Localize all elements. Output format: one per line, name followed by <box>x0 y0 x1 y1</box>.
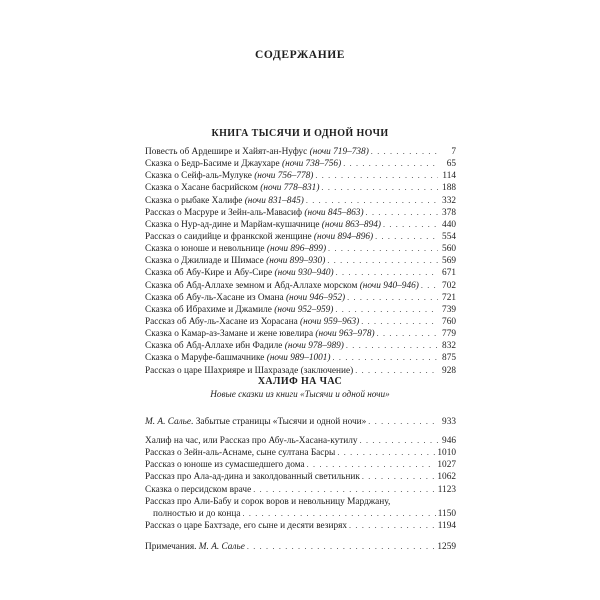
toc-entry[interactable] <box>145 146 456 158</box>
leader-dots <box>355 365 438 377</box>
toc-entry[interactable] <box>145 231 456 243</box>
leader-dots <box>327 255 438 267</box>
leader-dots <box>247 541 436 553</box>
section-subtitle-khalif: Новые сказки из книги «Тысячи и одной ночи» <box>210 389 390 399</box>
toc-entry[interactable] <box>145 182 456 194</box>
entry-nights: (ночи 963–978) <box>315 329 375 340</box>
entry-title: Рассказ о юноше из сумасшедшего дома <box>145 460 305 471</box>
entry-nights: (ночи 845–863) <box>304 207 364 218</box>
page-number: 721 <box>442 292 456 303</box>
page-number: 554 <box>442 231 456 242</box>
leader-dots <box>346 340 438 352</box>
toc-entry-preface[interactable] <box>145 416 456 428</box>
entry-title: Сказка об Абу-Кире и Абу-Сире <box>145 268 275 279</box>
page-number: 560 <box>442 244 456 255</box>
toc-entry[interactable] <box>145 158 456 170</box>
toc-entry[interactable] <box>145 520 456 532</box>
leader-dots <box>335 304 438 316</box>
page-title: СОДЕРЖАНИЕ <box>254 49 346 61</box>
leader-dots <box>333 352 438 364</box>
leader-dots <box>253 484 436 496</box>
notes-label: Примечания. <box>145 542 199 552</box>
entry-nights: (ночи 959–963) <box>300 316 360 327</box>
entry-nights: (ночи 952–959) <box>274 304 334 315</box>
page-number: 832 <box>442 341 456 352</box>
entry-title: Халиф на час, или Рассказ про Абу-ль-Хасана-кутилу <box>145 436 358 446</box>
leader-dots <box>349 520 436 532</box>
page-number: 114 <box>442 171 456 182</box>
page-number: 739 <box>442 304 456 315</box>
entry-title: Сказка о рыбаке Халифе <box>145 195 245 206</box>
leader-dots <box>360 435 438 447</box>
toc-entry[interactable] <box>145 435 456 447</box>
toc-entry-notes[interactable] <box>145 541 456 553</box>
entry-title: Сказка о персидском враче <box>145 484 252 495</box>
entry-title-line1: Рассказ про Али-Бабу и сорок воров и невольницу Марджану, <box>145 496 391 507</box>
leader-dots <box>347 292 438 304</box>
section-title-1001-nights: КНИГА ТЫСЯЧИ И ОДНОЙ НОЧИ <box>211 128 389 139</box>
page-number: 875 <box>442 353 456 364</box>
entry-nights: (ночи 978–989) <box>284 341 344 352</box>
entry-title: Сказка о Хасане басрийском <box>145 183 261 194</box>
entry-nights: (ночи 778–831) <box>260 183 320 194</box>
page-number: 1259 <box>437 542 456 552</box>
entry-nights: (ночи 831–845) <box>244 195 304 206</box>
page-number: 933 <box>442 417 456 427</box>
leader-dots <box>336 267 438 279</box>
entry-title: Рассказ об Абу-ль-Хасане из Хорасана <box>145 316 301 327</box>
page-number: 332 <box>442 195 456 206</box>
page-number: 1027 <box>437 460 456 471</box>
toc-notes <box>145 541 456 553</box>
leader-dots <box>242 508 435 520</box>
toc-entry[interactable] <box>145 447 456 459</box>
leader-dots <box>315 170 438 182</box>
toc-entry[interactable] <box>145 328 456 340</box>
section-title-khalif: ХАЛИФ НА ЧАС <box>257 376 343 387</box>
entry-title: Сказка о Сейф-аль-Мулуке <box>145 171 255 182</box>
entry-nights: (ночи 899–930) <box>266 256 326 267</box>
toc-entry[interactable] <box>145 471 456 483</box>
leader-dots <box>307 459 436 471</box>
entry-title: Сказка об Ибрахиме и Джамиле <box>145 304 275 315</box>
toc-entry[interactable] <box>145 267 456 279</box>
entry-title: Рассказ о саидийце и франкской женщине <box>145 231 314 242</box>
entry-title: Повесть об Ардешире и Хайят-ан-Нуфус <box>145 147 310 157</box>
leader-dots <box>321 182 438 194</box>
entry-title: Сказка о Джилиаде и Шимасе <box>145 256 267 267</box>
toc-entry[interactable] <box>145 280 456 292</box>
page-number: 1010 <box>437 448 456 459</box>
toc-entry[interactable] <box>145 292 456 304</box>
page-number: 928 <box>442 365 456 376</box>
entry-title: Рассказ о царе Бахтзаде, его сыне и десяти везирях <box>145 521 348 532</box>
page-number: 7 <box>451 147 456 157</box>
entry-nights: (ночи 756–778) <box>254 171 314 182</box>
entry-title: Сказка о юноше и невольнице <box>145 244 267 255</box>
toc-entry[interactable] <box>145 316 456 328</box>
page-number: 378 <box>442 207 456 218</box>
leader-dots <box>421 280 438 292</box>
toc-preface <box>145 416 456 428</box>
entry-nights: (ночи 989–1001) <box>266 353 331 364</box>
entry-title: Сказка о Бедр-Басиме и Джаухаре <box>145 159 283 170</box>
toc-entry[interactable] <box>145 243 456 255</box>
toc-entry[interactable] <box>145 170 456 182</box>
preface-title: . Забытые страницы «Тысячи и одной ночи» <box>191 417 367 427</box>
page-number: 1062 <box>437 472 456 483</box>
entry-nights: (ночи 738–756) <box>282 159 342 170</box>
page-number: 188 <box>442 183 456 194</box>
entry-title-line2: полностью и до конца <box>153 508 241 519</box>
entry-nights: (ночи 896–899) <box>266 244 327 255</box>
entry-title: Рассказ о Масруре и Зейн-аль-Мавасиф <box>145 207 305 218</box>
leader-dots <box>383 219 438 231</box>
leader-dots <box>375 231 438 243</box>
page-number: 440 <box>442 219 456 230</box>
toc-entry-ali-baba[interactable] <box>145 496 456 520</box>
entry-nights: (ночи 863–894) <box>321 219 381 230</box>
entry-nights: (ночи 894–896) <box>313 231 374 242</box>
toc-entry[interactable] <box>145 340 456 352</box>
entry-nights: (ночи 946–952) <box>285 292 346 303</box>
leader-dots <box>343 158 438 170</box>
leader-dots <box>366 207 438 219</box>
page-number: 569 <box>442 256 456 267</box>
preface-author: М. А. Салье <box>145 417 192 427</box>
entry-title: Рассказ о царе Шахрияре и Шахразаде (заключение) <box>145 365 354 376</box>
page-number: 1194 <box>437 521 456 532</box>
page-number: 946 <box>442 436 456 446</box>
entry-title: Сказка об Абу-ль-Хасане из Омана <box>145 292 286 303</box>
leader-dots <box>368 416 438 428</box>
entry-title: Сказка о Маруфе-башмачнике <box>145 353 267 364</box>
page-number: 65 <box>446 159 456 170</box>
toc-entry[interactable] <box>145 484 456 496</box>
notes-author: М. А. Салье <box>198 542 245 552</box>
entry-nights: (ночи 719–738) <box>309 147 369 157</box>
toc-entry[interactable] <box>145 365 456 377</box>
toc-entry[interactable] <box>145 304 456 316</box>
entry-title: Сказка о Камар-аз-Замане и жене ювелира <box>145 329 316 340</box>
leader-dots <box>337 447 435 459</box>
leader-dots <box>306 195 438 207</box>
toc-list-khalif <box>145 435 456 532</box>
entry-title: Рассказ о Зейн-аль-Аснаме, сыне султана Басры <box>145 448 336 459</box>
leader-dots <box>328 243 438 255</box>
toc-entry[interactable] <box>145 459 456 471</box>
entry-title: Сказка о Нур-ад-дине и Марйам-кушачнице <box>145 219 322 230</box>
page-number: 760 <box>442 316 456 327</box>
toc-entry[interactable] <box>145 207 456 219</box>
leader-dots <box>361 316 438 328</box>
page-number: 1150 <box>437 508 456 519</box>
entry-title: Сказка об Абд-Аллахе земном и Абд-Аллахе морском <box>145 280 360 291</box>
page-number: 779 <box>442 329 456 340</box>
page-number: 702 <box>442 280 456 291</box>
entry-nights: (ночи 930–940) <box>274 268 334 279</box>
page-number: 671 <box>442 268 456 279</box>
leader-dots <box>362 471 436 483</box>
toc-entry[interactable] <box>145 255 456 267</box>
toc-entry[interactable] <box>145 195 456 207</box>
toc-entry[interactable] <box>145 219 456 231</box>
leader-dots <box>371 146 438 158</box>
page-number: 1123 <box>437 484 456 495</box>
entry-title: Сказка об Абд-Аллахе ибн Фадиле <box>145 341 285 352</box>
toc-list-1001-nights <box>145 146 456 377</box>
toc-entry[interactable] <box>145 352 456 364</box>
entry-title: Рассказ про Ала-ад-дина и заколдованный светильник <box>145 472 360 483</box>
entry-nights: (ночи 940–946) <box>359 280 419 291</box>
leader-dots <box>377 328 438 340</box>
